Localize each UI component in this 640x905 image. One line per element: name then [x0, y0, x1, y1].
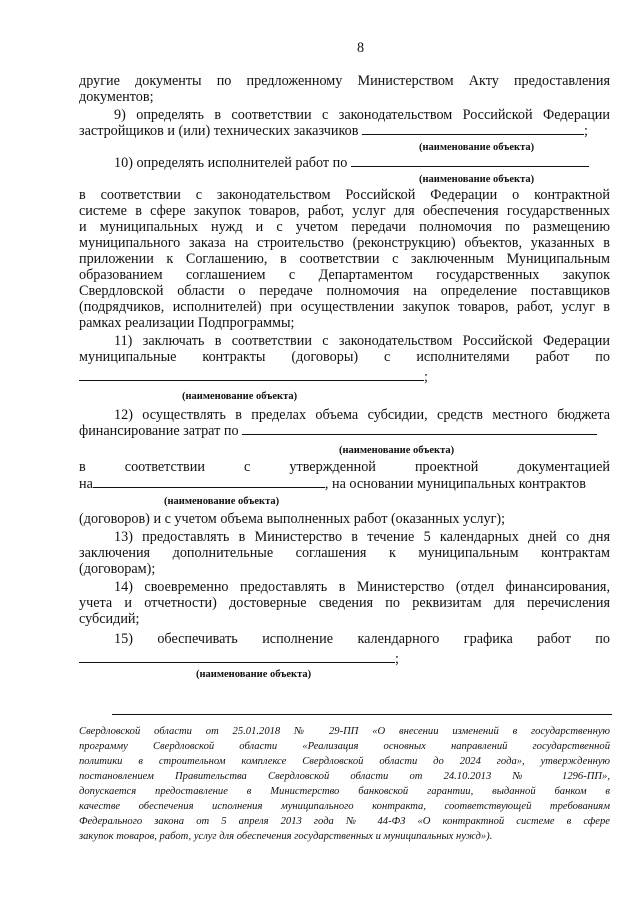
text-line: образованием соглашением с Департаментом государственных закупок — [79, 267, 610, 283]
text-fragment: ; — [424, 369, 428, 385]
text-line — [79, 476, 586, 492]
text-line: 13) предоставлять в Министерство в течение 5 календарных дней со дня — [114, 529, 610, 545]
footnote-line: программу Свердловской области «Реализация основных направлений государственной — [79, 741, 610, 752]
footnote-line: политики в строительном комплексе Свердловской области до 2024 года», утвержденную — [79, 756, 610, 767]
text-line: муниципального заказа на строительство (реконструкцию) объектов, указанных в — [79, 235, 610, 251]
text-line: 15) обеспечивать исполнение календарного графика работ по — [114, 631, 610, 647]
text-line: рамках реализации Подпрограммы; — [79, 315, 295, 331]
text-line: Свердловской области о передаче полномочия на определение поставщиков — [79, 283, 610, 299]
text-line: и муниципальных нужд и с учетом передачи полномочия по размещению — [79, 219, 610, 235]
text-line — [79, 651, 399, 667]
field-caption: (наименование объекта) — [196, 669, 312, 680]
field-caption: (наименование объекта) — [419, 142, 535, 153]
footnote-separator — [112, 714, 612, 715]
blank-field — [79, 369, 424, 381]
text-line: 9) определять в соответствии с законодательством Российской Федерации — [114, 107, 610, 123]
text-line: системе в сфере закупок товаров, работ, услуг для обеспечения государственных — [79, 203, 610, 219]
text-fragment: 10) определять исполнителей работ по — [114, 155, 348, 171]
blank-field — [242, 423, 597, 435]
text-line: (договорам); — [79, 561, 156, 577]
text-line: учета и отчетности) достоверные сведения по реквизитам для перечисления — [79, 595, 610, 611]
text-line: 12) осуществлять в пределах объема субсидии, средств местного бюджета — [114, 407, 610, 423]
text-line: в соответствии с утвержденной проектной документацией — [79, 459, 610, 475]
footnote-line: допускается предоставление в Министерство банковской гарантии, выданной банком в — [79, 786, 610, 797]
text-line: 11) заключать в соответствии с законодательством Российской Федерации — [114, 333, 610, 349]
text-fragment: застройщиков и (или) технических заказчиков — [79, 123, 359, 139]
footnote-line: качестве обеспечения исполнения муниципального контракта, соответствующей требованиям — [79, 801, 610, 812]
blank-field — [351, 155, 589, 167]
field-caption: (наименование объекта) — [182, 391, 298, 402]
text-line: приложении к Соглашению, в соответствии с заключенным Муниципальным — [79, 251, 610, 267]
text-line: заключения дополнительные соглашения к муниципальным контрактам — [79, 545, 610, 561]
text-line — [79, 423, 597, 439]
text-fragment: ; — [395, 651, 399, 667]
text-line: (договоров) и с учетом объема выполненных работ (оказанных услуг); — [79, 511, 506, 527]
text-line: в соответствии с законодательством Российской Федерации о контрактной — [79, 187, 610, 203]
footnote-line: закупок товаров, работ, услуг для обеспечения государственных и муниципальных нужд»). — [79, 831, 493, 842]
text-line: муниципальные контракты (договоры) с исполнителями работ по — [79, 349, 610, 365]
text-line: субсидий; — [79, 611, 140, 627]
text-fragment: ; — [584, 123, 588, 139]
text-line — [79, 369, 428, 385]
blank-field — [79, 651, 395, 663]
text-line — [79, 123, 588, 139]
field-caption: (наименование объекта) — [419, 174, 535, 185]
footnote-line: постановлением Правительства Свердловской области от 24.10.2013 № 1296-ПП», — [79, 771, 610, 782]
text-line: 14) своевременно предоставлять в Министерство (отдел финансирования, — [114, 579, 610, 595]
page-number: 8 — [357, 40, 365, 56]
text-line: (подрядчиков, исполнителей) при осуществлении закупок товаров, работ, услуг в — [79, 299, 610, 315]
text-line: другие документы по предложенному Министерством Акту предоставления — [79, 73, 610, 89]
text-line — [114, 155, 589, 171]
text-fragment: финансирование затрат по — [79, 423, 239, 439]
text-line: документов; — [79, 89, 154, 105]
text-fragment: , на основании муниципальных контрактов — [324, 476, 586, 492]
field-caption: (наименование объекта) — [164, 496, 280, 507]
blank-field — [362, 123, 584, 135]
footnote-line: Свердловской области от 25.01.2018 № 29-ПП «О внесении изменений в государственную — [79, 726, 610, 737]
text-fragment: на — [79, 476, 93, 492]
field-caption: (наименование объекта) — [339, 445, 455, 456]
footnote-line: Федерального закона от 5 апреля 2013 года № 44-ФЗ «О контрактной системе в сфере — [79, 816, 610, 827]
blank-field — [93, 476, 325, 488]
